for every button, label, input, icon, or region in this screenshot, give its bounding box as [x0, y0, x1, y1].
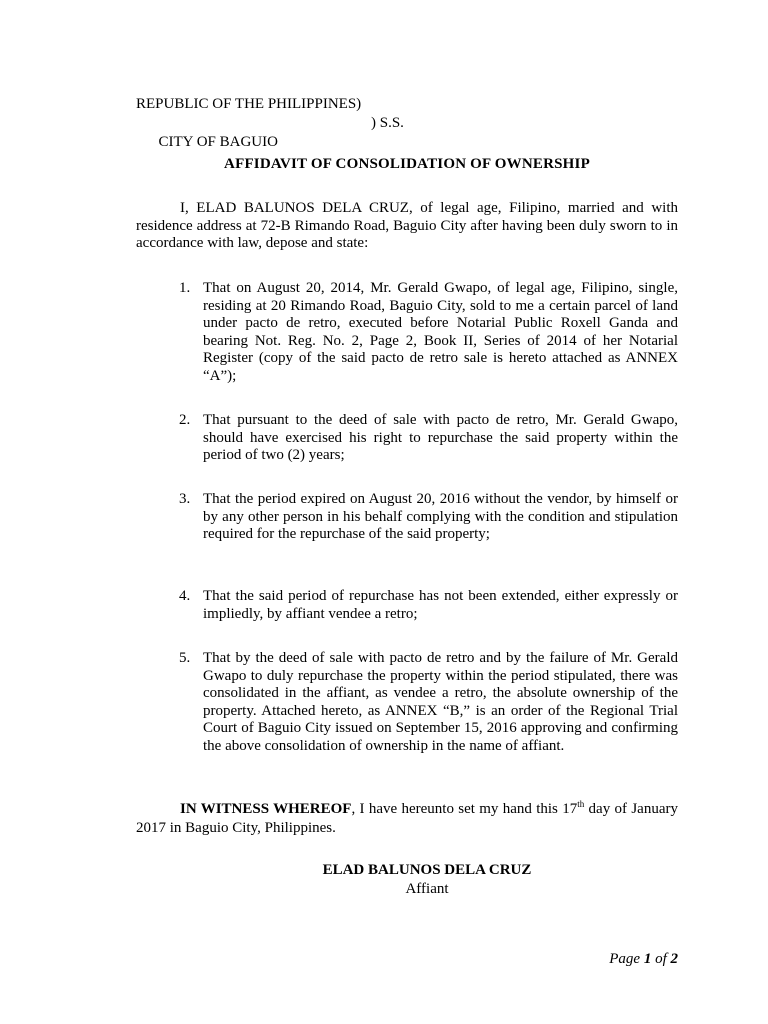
statement-number: 2.	[179, 412, 191, 428]
statement-number: 1.	[179, 280, 191, 296]
statement-text: That by the deed of sale with pacto de retro and by the failure of Mr. Gerald Gwapo to duly repurchase the property within the period stipulated, there was consolidated in the affiant, as vendee a retro, the absolute ownership of the property. Attached hereto, as ANNEX “B,” is an order of the Regional Trial Court of Baguio City issued on September 15, 2016 approving and confirming the above consolidation of ownership in the name of affiant.	[203, 650, 678, 754]
witness-lead: IN WITNESS WHEREOF	[180, 801, 352, 817]
witness-text-end: day of January 2017 in Baguio City, Philippines.	[136, 801, 678, 836]
witness-text-start: , I have hereunto set my hand this 17	[351, 801, 578, 817]
affiant-role: Affiant	[405, 881, 449, 897]
statement-number: 3.	[179, 491, 191, 507]
statement-text: That pursuant to the deed of sale with pacto de retro, Mr. Gerald Gwapo, should have exercised his right to repurchase the said property within the period of two (2) years;	[203, 412, 678, 463]
statement-number: 5.	[179, 650, 191, 666]
ordinal-suffix: th	[577, 799, 585, 809]
intro-paragraph: I, ELAD BALUNOS DELA CRUZ, of legal age, Filipino, married and with residence address at 72-B Rimando Road, Baguio City after having been duly sworn to in accordance with law, depose and state:	[136, 200, 678, 251]
venue-ss: ) S.S.	[371, 115, 404, 131]
page-number-footer	[609, 950, 678, 969]
statement-text: That the period expired on August 20, 2016 without the vendor, by himself or by any other person in his behalf complying with the condition and stipulation required for the repurchase of the said property;	[203, 491, 678, 542]
statement-text: That the said period of repurchase has not been extended, either expressly or impliedly, by affiant vendee a retro;	[203, 588, 678, 622]
affiant-name: ELAD BALUNOS DELA CRUZ	[322, 862, 532, 878]
venue-caption	[136, 95, 404, 190]
venue-country: REPUBLIC OF THE PHILIPPINES)	[136, 96, 362, 112]
page-current: 1	[643, 951, 652, 967]
witness-paragraph	[136, 800, 678, 838]
venue-city: CITY OF BAGUIO	[158, 134, 278, 150]
statement-text: That on August 20, 2014, Mr. Gerald Gwapo, of legal age, Filipino, single, residing at 20 Rimando Road, Baguio City, sold to me a certain parcel of land under pacto de retro, executed before Notarial Public Roxell Ganda and bearing Not. Reg. No. 2, Page 2, Book II, Series of 2014 of her Notarial Register (copy of the said pacto de retro sale is hereto attached as ANNEX “A”);	[203, 280, 678, 384]
of-word: of	[655, 951, 667, 967]
venue-city-line	[136, 114, 404, 190]
page-total: 2	[670, 951, 678, 967]
page-word: Page	[609, 951, 641, 967]
statement-number: 4.	[179, 588, 191, 604]
document-title: AFFIDAVIT OF CONSOLIDATION OF OWNERSHIP	[224, 156, 590, 172]
